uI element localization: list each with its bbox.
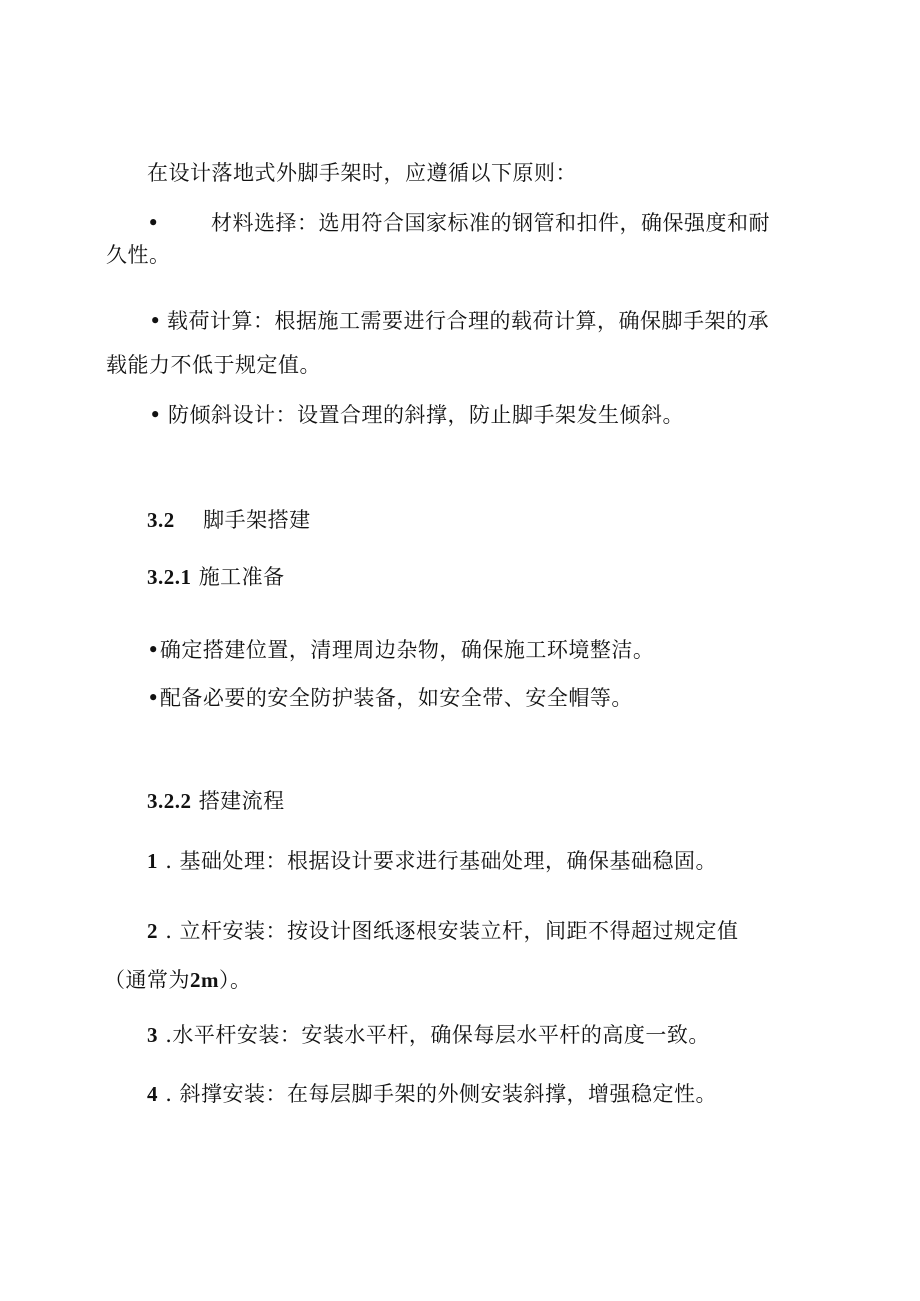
principle-1-line-2: 久性。: [106, 243, 171, 267]
principle-2-line-2: 载能力不低于规定值。: [106, 353, 321, 377]
step-2-cont-pre: （通常为: [104, 968, 190, 992]
section-3-2-number: 3.2: [147, 508, 175, 532]
step-1-text: . 基础处理：根据设计要求进行基础处理，确保基础稳固。: [165, 849, 718, 873]
step-3-text: .水平杆安装：安装水平杆，确保每层水平杆的高度一致。: [165, 1023, 710, 1047]
principle-3-line-1: 防倾斜设计：设置合理的斜撑，防止脚手架发生倾斜。: [168, 403, 684, 427]
step-2-text: . 立杆安装：按设计图纸逐根安装立杆，间距不得超过规定值: [165, 919, 739, 943]
step-2-cont-value: 2m: [190, 968, 219, 992]
section-3-2-1-number: 3.2.1: [147, 565, 192, 589]
step-1-number: 1: [147, 849, 158, 873]
section-3-2-1-title: 施工准备: [198, 565, 285, 589]
preparation-item-2: •配备必要的安全防护装备，如安全带、安全帽等。: [147, 686, 633, 710]
preparation-item-1: •确定搭建位置，清理周边杂物，确保施工环境整洁。: [147, 638, 655, 662]
section-3-2-2-heading: [147, 791, 285, 812]
section-3-2-title: 脚手架搭建: [203, 508, 311, 532]
principle-1-line-1: 材料选择：选用符合国家标准的钢管和扣件，确保强度和耐: [211, 211, 770, 235]
principle-2-bullet: •: [149, 309, 162, 333]
process-step-1: [147, 851, 717, 872]
section-3-2-2-title: 搭建流程: [198, 789, 285, 813]
section-3-2-1-heading: [147, 567, 285, 588]
section-3-2-heading: [147, 510, 311, 531]
step-4-number: 4: [147, 1082, 158, 1106]
principle-3-bullet: •: [149, 403, 162, 427]
intro-paragraph: 在设计落地式外脚手架时，应遵循以下原则：: [147, 161, 577, 185]
principle-1-bullet: •: [147, 211, 160, 235]
section-3-2-2-number: 3.2.2: [147, 789, 192, 813]
step-4-text: . 斜撑安装：在每层脚手架的外侧安装斜撑，增强稳定性。: [165, 1082, 718, 1106]
step-2-cont-post: ）。: [219, 968, 252, 992]
process-step-2-continuation: [104, 970, 252, 991]
step-2-number: 2: [147, 919, 158, 943]
step-3-number: 3: [147, 1023, 158, 1047]
process-step-2: [147, 921, 739, 942]
principle-2-line-1: 载荷计算：根据施工需要进行合理的载荷计算，确保脚手架的承: [167, 309, 769, 333]
process-step-3: [147, 1025, 710, 1046]
process-step-4: [147, 1084, 717, 1105]
